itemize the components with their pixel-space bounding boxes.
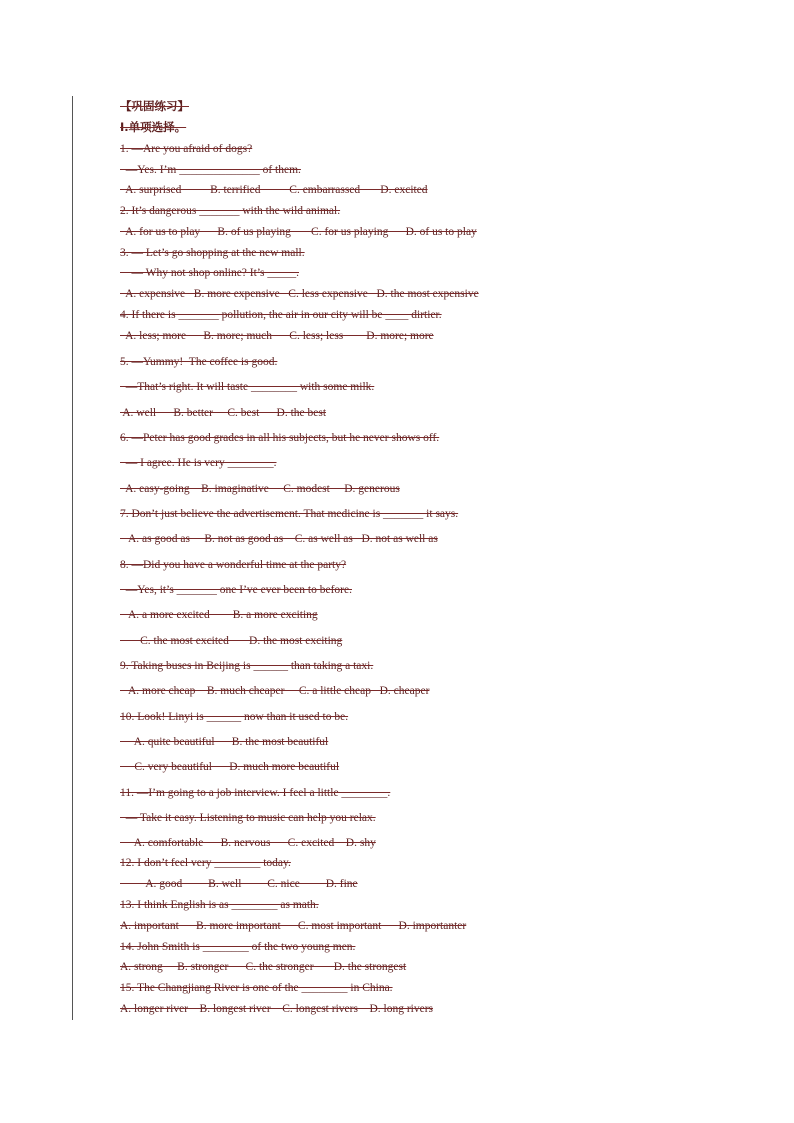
- options-line: A. as good as B. not as good as C. as well as D. not as well as: [120, 533, 438, 545]
- options-line: A. strong B. stronger C. the stronger D. the strongest: [120, 961, 407, 973]
- question-line: 14. John Smith is ________ of the two young men.: [120, 941, 356, 953]
- question-line: 12. I don’t feel very ________ today.: [120, 857, 291, 869]
- options-line: C. very beautiful D. much more beautiful: [120, 761, 340, 773]
- options-line: A. comfortable B. nervous C. excited D. shy: [120, 837, 376, 849]
- question-line: 9. Taking buses in Beijing is ______ than taking a taxi.: [120, 660, 374, 672]
- question-line: 3. — Let’s go shopping at the new mall.: [120, 247, 305, 259]
- heading: 【巩固练习】: [120, 99, 189, 113]
- question-line: —Yes, it’s _______ one I’ve ever been to before.: [120, 584, 352, 596]
- question-line: 8. —Did you have a wonderful time at the party?: [120, 559, 347, 571]
- section-title: I.单项选择。: [120, 120, 187, 134]
- question-line: 10. Look! Linyi is ______ now than it used to be.: [120, 711, 349, 723]
- question-line: — I agree. He is very ________.: [120, 457, 277, 469]
- options-line: A. less; more B. more; much C. less; less D. more; more: [120, 330, 434, 342]
- question-line: 1. —Are you afraid of dogs?: [120, 143, 253, 155]
- options-line: A. surprised B. terrified C. embarrassed D. excited: [120, 184, 428, 196]
- question-line: 7. Don’t just believe the advertisement. That medicine is _______ it says.: [120, 508, 459, 520]
- options-line: A. expensive B. more expensive C. less expensive D. the most expensive: [120, 288, 479, 300]
- options-line: A. a more excited B. a more exciting: [120, 609, 318, 621]
- question-line: 6. —Peter has good grades in all his subjects, but he never shows off.: [120, 432, 440, 444]
- question-line: 11. —I’m going to a job interview. I feel a little ________.: [120, 787, 391, 799]
- options-line: A. good B. well C. nice D. fine: [120, 878, 358, 890]
- options-line: A. well B. better C. best D. the best: [120, 407, 327, 419]
- question-line: — Why not shop online? It’s _____.: [120, 267, 299, 279]
- question-line: —Yes. I’m ______________ of them.: [120, 164, 301, 176]
- question-line: 15. The Changjiang River is one of the ________ in China.: [120, 982, 393, 994]
- options-line: A. quite beautiful B. the most beautiful: [120, 736, 329, 748]
- question-line: 4. If there is _______ pollution, the air in our city will be ____ dirtier.: [120, 309, 442, 321]
- options-line: A. important B. more important C. most important D. importanter: [120, 920, 467, 932]
- question-line: 5. —Yummy! The coffee is good.: [120, 356, 278, 368]
- question-line: — Take it easy. Listening to music can help you relax.: [120, 812, 376, 824]
- question-line: 2. It’s dangerous _______ with the wild animal.: [120, 205, 341, 217]
- options-line: A. easy-going B. imaginative C. modest D. generous: [120, 483, 400, 495]
- options-line: A. for us to play B. of us playing C. for us playing D. of us to play: [120, 226, 477, 238]
- question-line: —That’s right. It will taste ________ with some milk.: [120, 381, 375, 393]
- question-line: 13. I think English is as ________ as math.: [120, 899, 319, 911]
- options-line: A. more cheap B. much cheaper C. a little cheap D. cheaper: [120, 685, 430, 697]
- options-line: A. longer river B. longest river C. longest rivers D. long rivers: [120, 1003, 433, 1015]
- options-line: C. the most excited D. the most exciting: [120, 635, 343, 647]
